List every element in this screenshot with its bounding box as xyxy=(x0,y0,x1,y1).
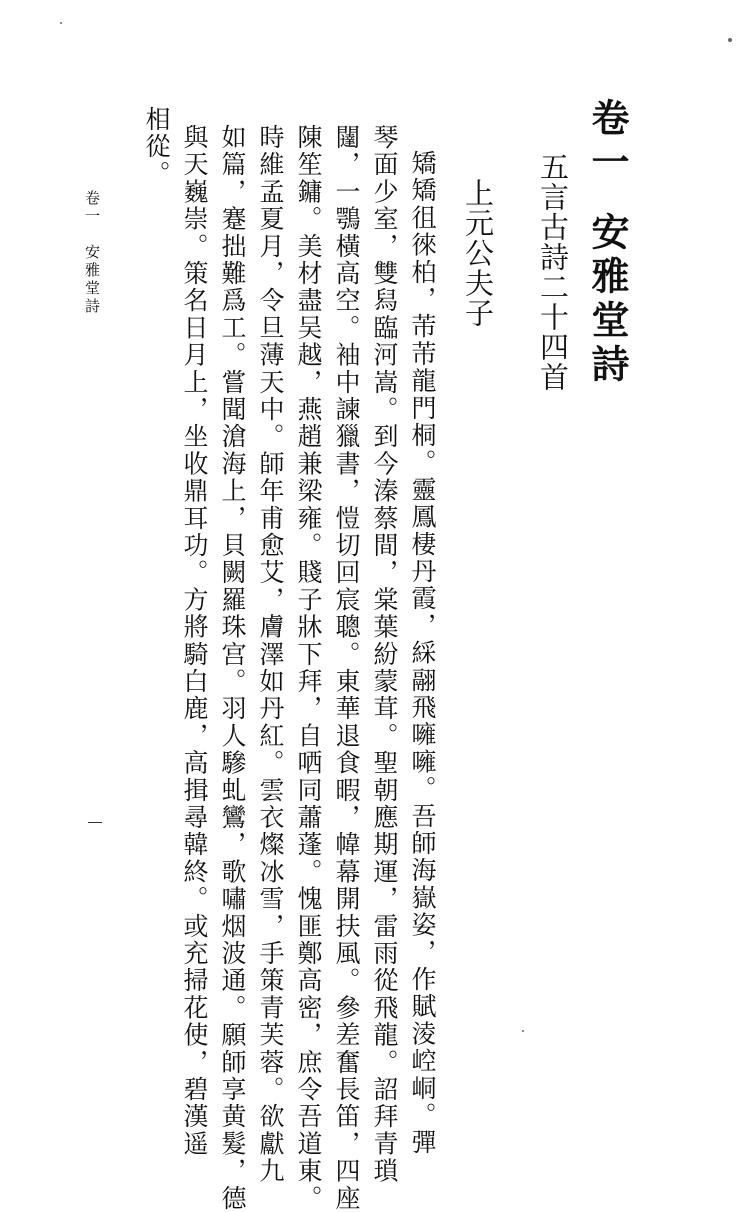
chapter-name: 安雅堂詩 xyxy=(585,212,630,388)
running-head: 卷一 安雅堂詩 xyxy=(83,190,101,316)
poem-line-7: 與天巍崇。策名日月上，坐收鼎耳功。方將騎白鹿，高揖尋韓終。或充掃花使，碧漢遥 xyxy=(180,124,209,1158)
chapter-title xyxy=(580,98,635,388)
poem-line-3: 闥，一鶚橫高空。袖中諫獵書，愷切回宸聰。東華退食暇，幃幕開扶風。參差奮長笛，四座 xyxy=(332,124,361,1212)
poem-title: 上元公夫子 xyxy=(461,178,495,328)
poem-line-2: 琴面少室，雙舄臨河嵩。到今溱蔡間，棠葉紛蒙茸。聖朝應期運，雷雨從飛龍。詔拜青瑣 xyxy=(370,124,399,1185)
poem-line-5: 時維孟夏月，令旦薄天中。師年甫愈艾，膚澤如丹紅。雲衣燦冰雪，手策青芙蓉。欲獻九 xyxy=(256,124,285,1185)
poem-line-6: 如篇，蹇拙難爲工。嘗聞滄海上，貝闕羅珠宫。羽人驂虬鸞，歌嘯烟波通。願師享黄髮，德 xyxy=(218,124,247,1212)
page-number xyxy=(88,822,102,823)
paper-speck xyxy=(522,1030,524,1032)
poem-line-4: 陳笙鏞。美材盡吴越，燕趙兼梁雍。賤子牀下拜，自哂同蕭蓬。愧匪鄭高密，庶令吾道東。 xyxy=(294,124,323,1212)
section-subtitle: 五言古詩二十四首 xyxy=(536,152,570,392)
poem-line-1: 矯矯徂徠柏，芾芾龍門桐。靈鳳棲丹霞，綵翮飛噰噰。吾師海嶽姿，作賦淩崆峒。彈 xyxy=(408,150,437,1157)
paper-speck xyxy=(60,22,62,24)
paper-speck xyxy=(728,38,732,42)
poem-line-8: 相從。 xyxy=(142,106,171,188)
chapter-juan: 卷一 xyxy=(585,98,630,186)
